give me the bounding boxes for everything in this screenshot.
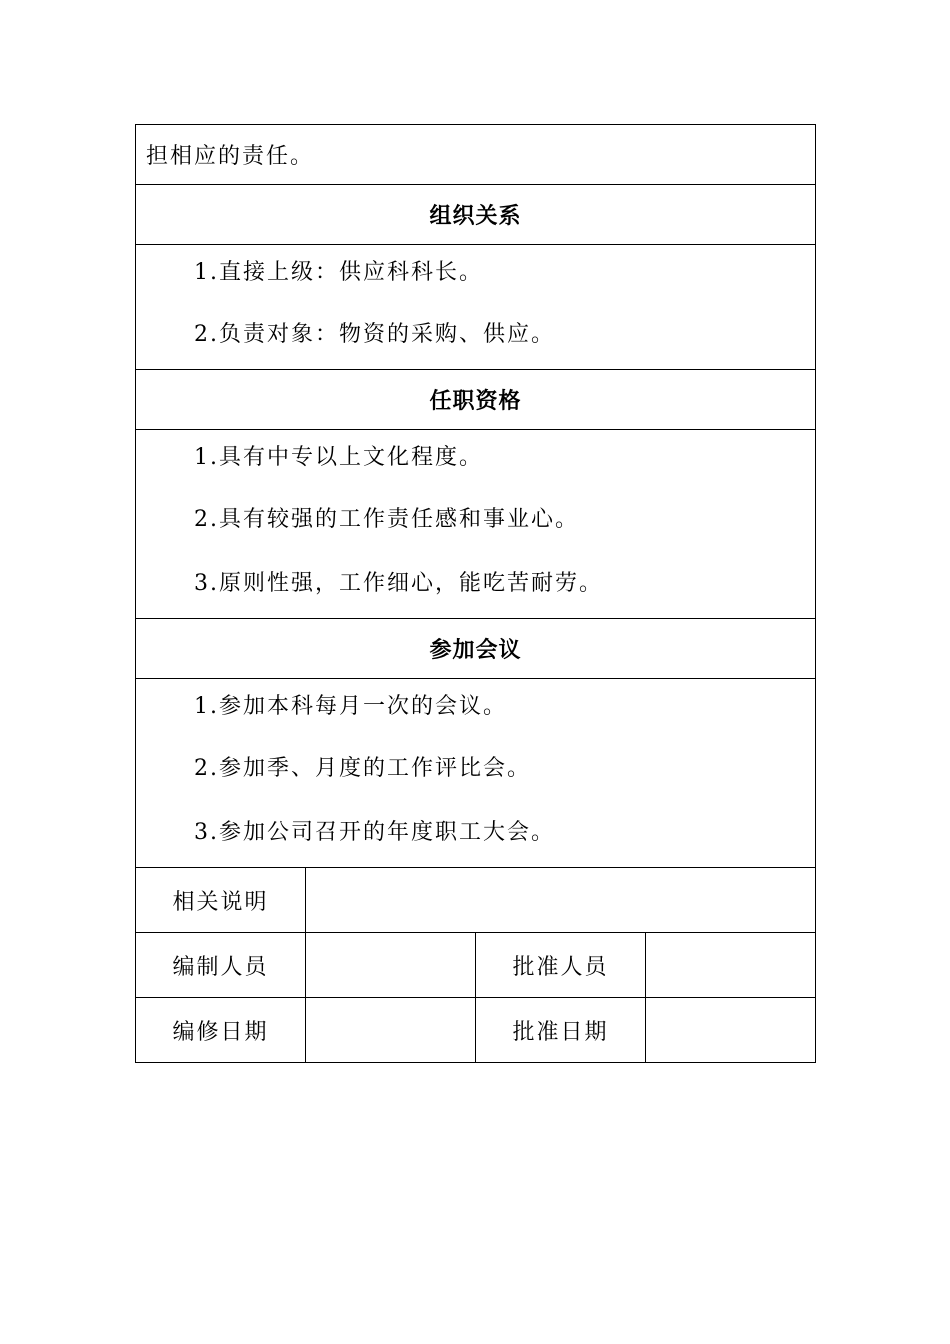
list-item: 1.参加本科每月一次的会议。 bbox=[194, 694, 507, 719]
section-body-row bbox=[136, 430, 816, 619]
approve-date-value[interactable] bbox=[646, 998, 816, 1063]
approved-by-label: 批准人员 bbox=[476, 933, 646, 998]
compiled-by-row bbox=[136, 933, 816, 998]
approve-date-label: 批准日期 bbox=[476, 998, 646, 1063]
list-item: 1.具有中专以上文化程度。 bbox=[194, 445, 483, 470]
compile-date-value[interactable] bbox=[306, 998, 476, 1063]
list-item: 2.负责对象：物资的采购、供应。 bbox=[194, 322, 555, 347]
section-heading-qualifications: 任职资格 bbox=[136, 370, 816, 430]
section-heading-row bbox=[136, 185, 816, 245]
section-body-row bbox=[136, 245, 816, 370]
compile-date-label: 编修日期 bbox=[136, 998, 306, 1063]
related-notes-value[interactable] bbox=[306, 868, 816, 933]
list-item: 2.参加季、月度的工作评比会。 bbox=[194, 756, 531, 781]
related-notes-label: 相关说明 bbox=[136, 868, 306, 933]
section-heading-row bbox=[136, 619, 816, 679]
section-body-qualifications bbox=[136, 430, 816, 619]
continuation-text: 担相应的责任。 bbox=[136, 125, 816, 185]
compiled-by-value[interactable] bbox=[306, 933, 476, 998]
job-description-table bbox=[135, 124, 816, 1063]
list-item: 3.参加公司召开的年度职工大会。 bbox=[194, 820, 555, 845]
continuation-row bbox=[136, 125, 816, 185]
dates-row bbox=[136, 998, 816, 1063]
section-heading-meetings: 参加会议 bbox=[136, 619, 816, 679]
section-body-meetings bbox=[136, 679, 816, 868]
section-heading-organization: 组织关系 bbox=[136, 185, 816, 245]
section-heading-row bbox=[136, 370, 816, 430]
related-notes-row bbox=[136, 868, 816, 933]
section-body-row bbox=[136, 679, 816, 868]
section-body-organization bbox=[136, 245, 816, 370]
approved-by-value[interactable] bbox=[646, 933, 816, 998]
list-item: 3.原则性强，工作细心，能吃苦耐劳。 bbox=[194, 571, 603, 596]
compiled-by-label: 编制人员 bbox=[136, 933, 306, 998]
list-item: 2.具有较强的工作责任感和事业心。 bbox=[194, 507, 579, 532]
list-item: 1.直接上级：供应科科长。 bbox=[194, 260, 483, 285]
